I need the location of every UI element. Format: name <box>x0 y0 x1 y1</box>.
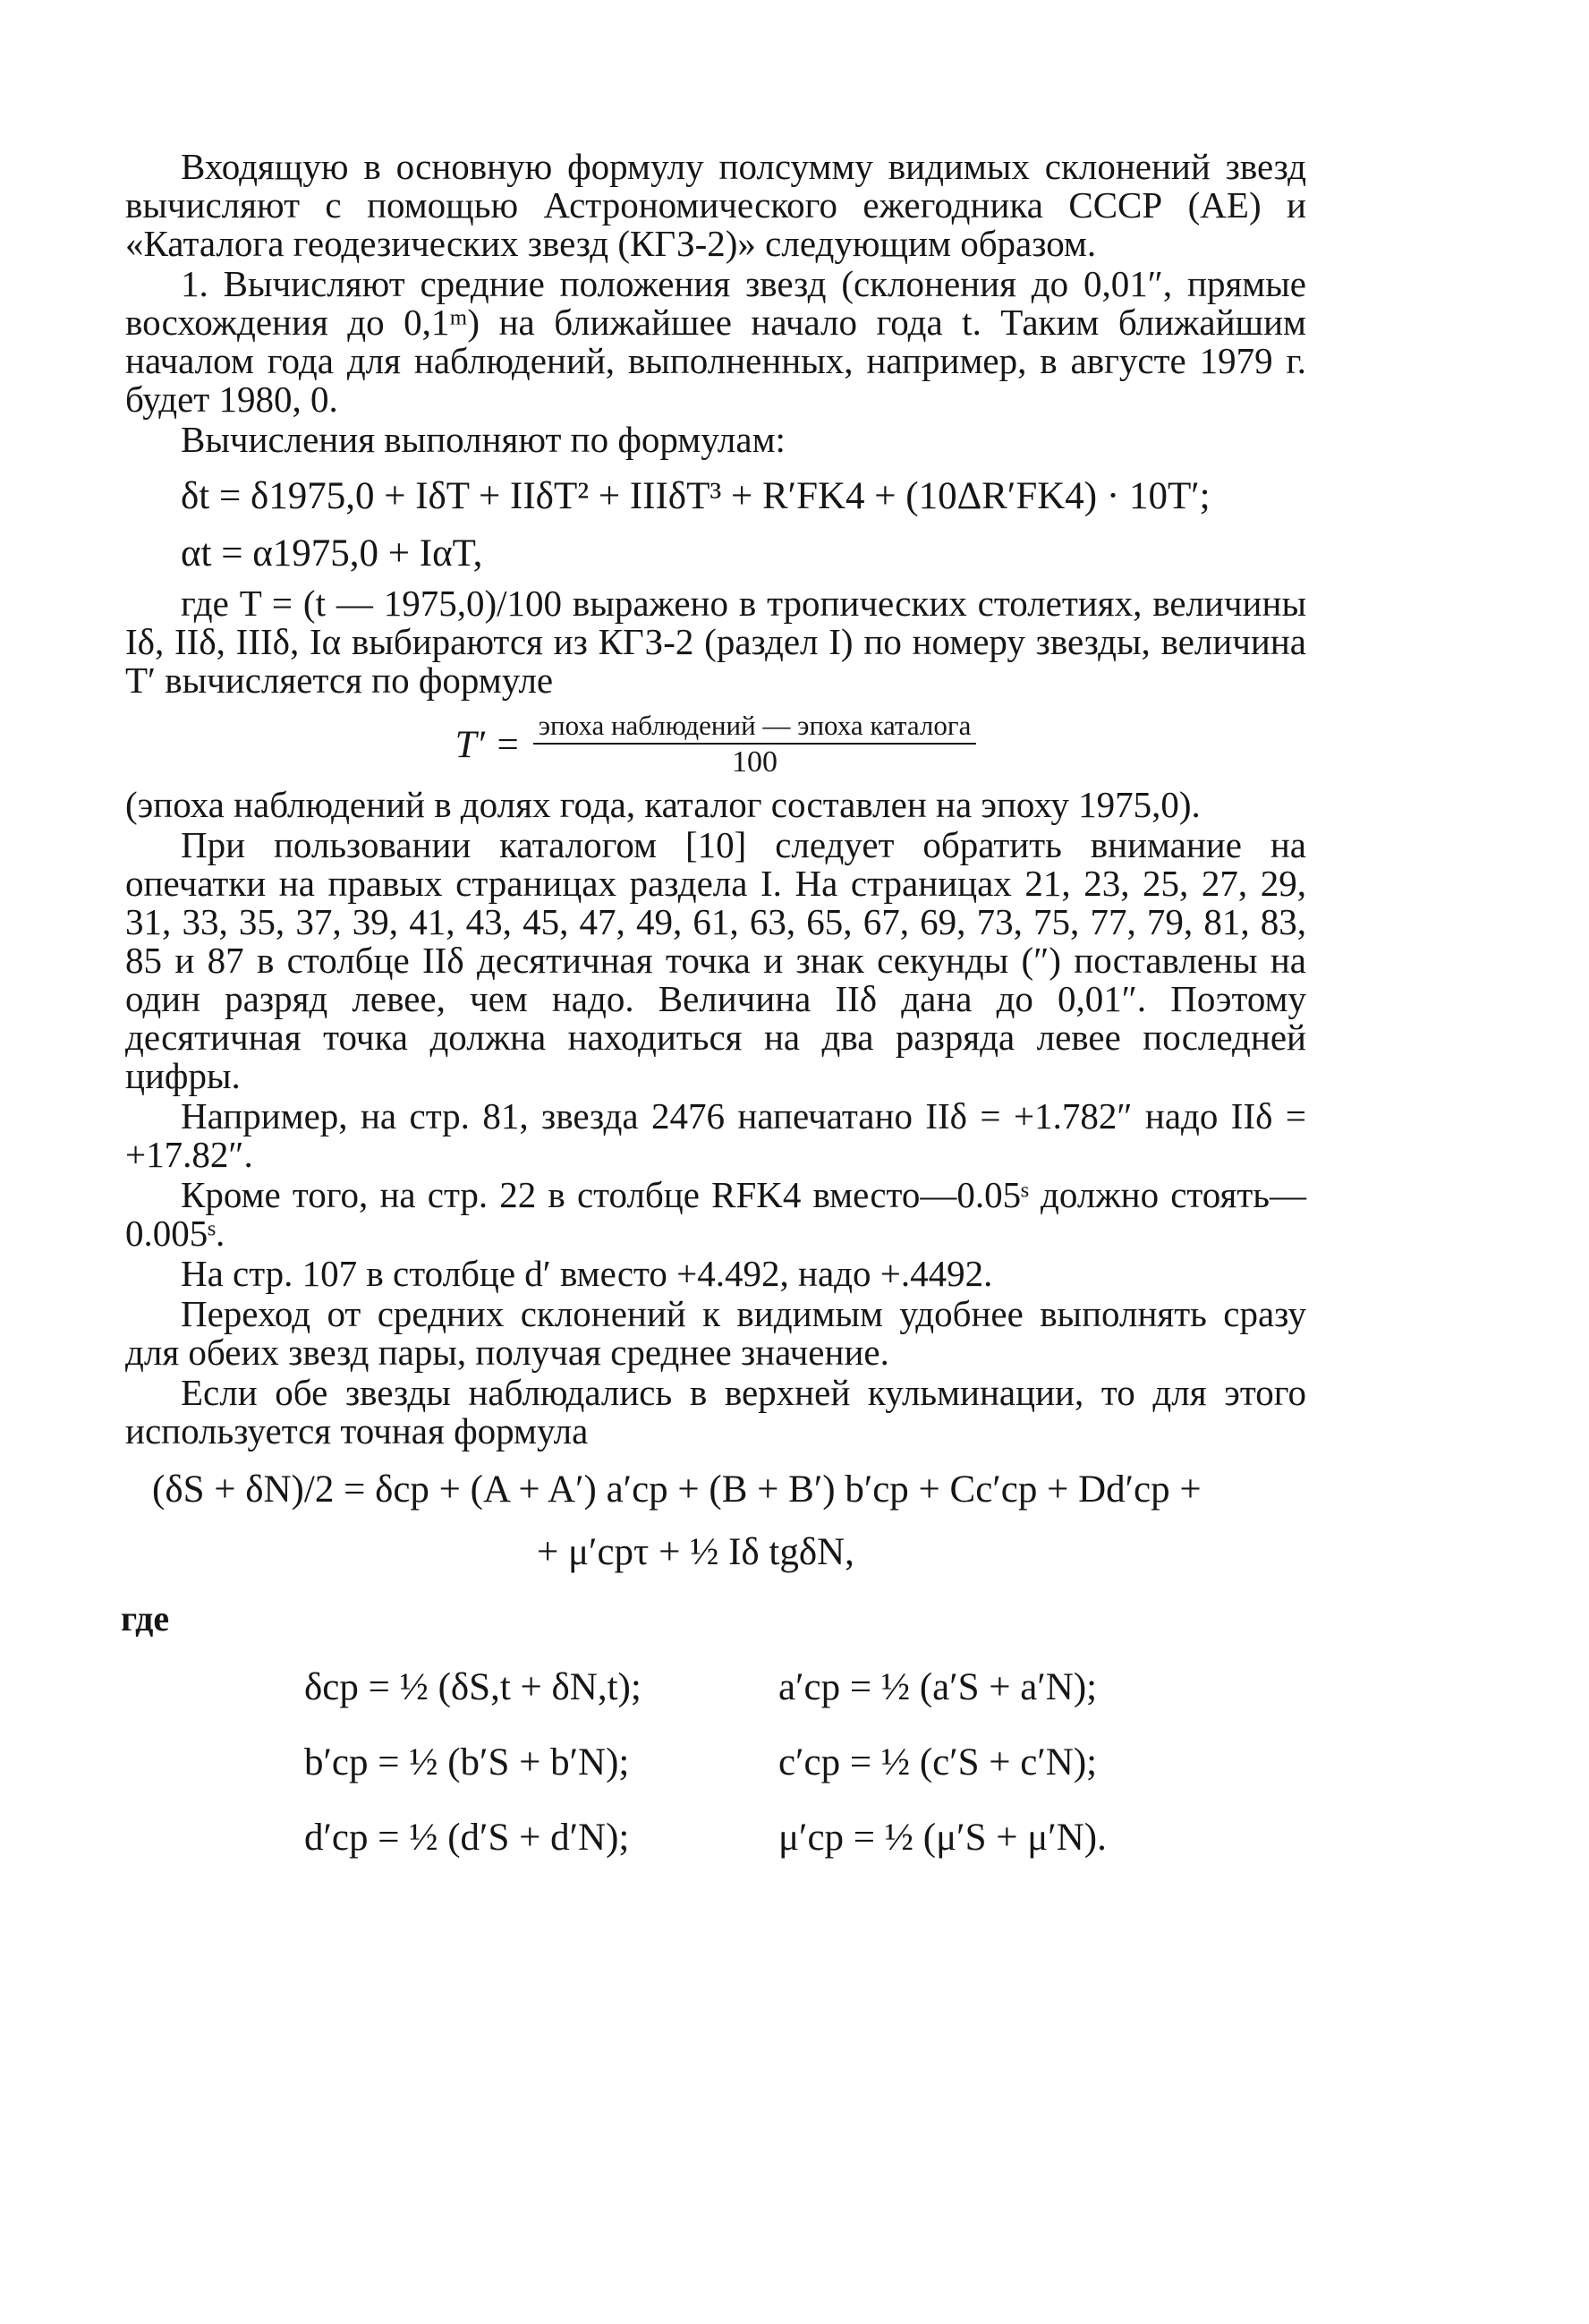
fraction-numerator: эпоха наблюдений — эпоха каталога <box>533 709 977 745</box>
paragraph-example: Например, на стр. 81, звезда 2476 напечатано IIδ = +1.782″ надо IIδ = +17.82″. <box>125 1095 1306 1175</box>
formula-T-prime-lhs: T′ = <box>455 723 521 766</box>
definition-a-cp: a′ср = ½ (a′S + a′N); <box>778 1666 1098 1708</box>
paragraph-culmination: Если обе звезды наблюдались в верхней кульминации, то для этого используется точная формула <box>125 1372 1306 1451</box>
fraction <box>533 709 977 780</box>
paragraph-d-errata: На стр. 107 в столбце d′ вместо +4.492, надо +.4492. <box>181 1253 993 1294</box>
page-content <box>121 146 1306 1861</box>
paragraph-formulas-intro: Вычисления выполняют по формулам: <box>181 419 786 460</box>
formula-alpha: αt = α1975,0 + IαT, <box>181 532 483 575</box>
paragraph-rfk4-errata: Кроме того, на стр. 22 в столбце RFK4 вместо—0.05ˢ должно стоять—0.005ˢ. <box>125 1174 1306 1254</box>
definitions-grid <box>304 1664 1306 1861</box>
formula-T-prime <box>125 709 1306 780</box>
where-label: где <box>121 1598 170 1639</box>
paragraph-catalog-errata: При пользовании каталогом [10] следует обратить внимание на опечатки на правых страницах раздела I. На страницах 21, 23, 25, 27, 29, 31, 33, 35, 37, 39, 41, 43, 45, 47, 49, 61, 63, 65, 67, 69, 73, 75, 77, 79, 81, 83, 85 и 87 в столбце IIδ десятичная точка и знак секунды (″) поставлены на один разряд левее, чем надо. Величина IIδ дана до 0,01″. Поэтому десятичная точка должна находиться на два разряда левее последней цифры. <box>125 824 1306 1096</box>
definition-mu-cp: μ′ср = ½ (μ′S + μ′N). <box>778 1817 1107 1859</box>
main-formula-line-1: (δS + δN)/2 = δср + (A + A′) a′ср + (B + B′) b′ср + Cc′ср + Dd′ср + <box>152 1468 1202 1511</box>
paragraph-step-1: 1. Вычисляют средние положения звезд (склонения до 0,01″, прямые восхождения до 0,1ᵐ) на ближайшее начало года t. Таким ближайшим началом года для наблюдений, выполненных, например, в августе 1979 г. будет 1980, 0. <box>125 263 1306 420</box>
fraction-denominator: 100 <box>732 745 778 779</box>
paragraph-transition: Переход от средних склонений к видимым удобнее выполнять сразу для обеих звезд пары, получая среднее значение. <box>125 1293 1306 1373</box>
definition-c-cp: c′ср = ½ (c′S + c′N); <box>778 1741 1098 1783</box>
paragraph-epoch-note: (эпоха наблюдений в долях года, каталог составлен на эпоху 1975,0). <box>125 784 1201 825</box>
formula-delta: δt = δ1975,0 + IδT + IIδT² + IIIδT³ + R′FK4 + (10ΔR′FK4) · 10T′; <box>181 475 1211 517</box>
paragraph-where-T: где T = (t — 1975,0)/100 выражено в тропических столетиях, величины Iδ, IIδ, IIIδ, Iα выбираются из КГЗ-2 (раздел I) по номеру звезды, величина T′ вычисляется по формуле <box>125 583 1306 701</box>
paragraph-intro: Входящую в основную формулу полсумму видимых склонений звезд вычисляют с помощью Астрономического ежегодника СССР (АЕ) и «Каталога геодезических звезд (КГЗ-2)» следующим образом. <box>125 146 1306 264</box>
definition-delta-cp: δср = ½ (δS,t + δN,t); <box>304 1666 642 1708</box>
definition-b-cp: b′ср = ½ (b′S + b′N); <box>304 1741 630 1783</box>
main-formula-line-2: + μ′срτ + ½ Iδ tgδN, <box>537 1531 854 1573</box>
definition-d-cp: d′ср = ½ (d′S + d′N); <box>304 1817 630 1859</box>
